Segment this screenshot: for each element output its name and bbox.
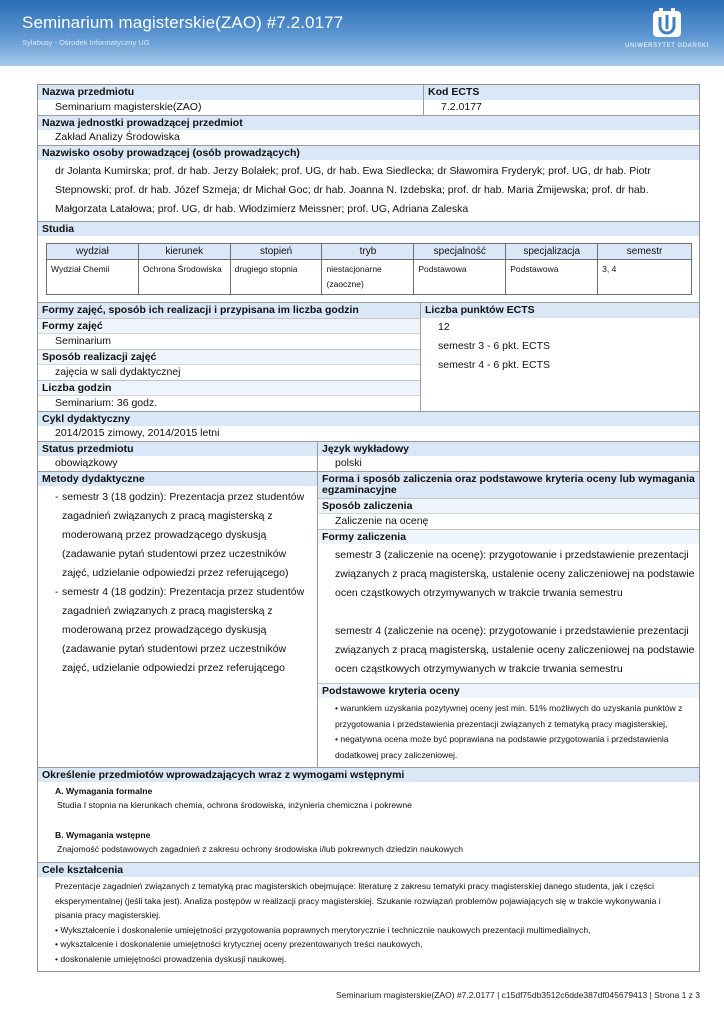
assessment-forms-label: Formy zaliczenia	[318, 529, 699, 544]
class-forms-value: Seminarium	[38, 333, 420, 349]
course-name-cell	[38, 85, 423, 115]
studies-cell: 3, 4	[598, 260, 692, 295]
studies-col-header: wydział	[47, 244, 139, 260]
syllabus-document	[37, 84, 700, 972]
studies-cell: Ochrona Środowiska	[138, 260, 230, 295]
studies-col-header: specjalność	[414, 244, 506, 260]
methods-list	[38, 486, 317, 682]
methods-item: - semestr 4 (18 godzin): Prezentacja przez studentów zagadnień związanych z pracą magisterską z moderowaną przez prowadzącego dyskusją (zadawanie pytań studentowi przez uczestników zajęć, udzielanie odpowiedzi przez referującego	[55, 583, 313, 678]
assessment-method-label: Sposób zaliczenia	[318, 498, 699, 513]
status-label: Status przedmiotu	[38, 441, 317, 456]
assessment-forms-item: semestr 3 (zaliczenie na ocenę): przygotowanie i przedstawienie prezentacji związanych z pracą magisterską, ustalenie oceny zaliczeniowej na podstawie ocen cząstkowych otrzymywanych w trakcie trwania semestru	[335, 549, 695, 599]
studies-col-header: specjalizacja	[506, 244, 598, 260]
methods-label: Metody dydaktyczne	[38, 471, 317, 486]
studies-col-header: semestr	[598, 244, 692, 260]
initial-requirements-value: Znajomość podstawowych zagadnień z zakresu ochrony środowiska i/lub pokrewnych dziedzin naukowych	[57, 844, 464, 854]
ects-points-sem4: semestr 4 - 6 pkt. ECTS	[438, 359, 551, 371]
criteria-item: • negatywna ocena może być poprawiana na podstawie przygotowania i przedstawienia dodatkowej pracy zaliczeniowej.	[335, 734, 669, 760]
forms-ects-row	[38, 302, 699, 411]
studies-header-row	[47, 244, 692, 260]
ects-code-label: Kod ECTS	[424, 85, 699, 100]
university-name: UNIWERSYTET GDAŃSKI	[625, 43, 709, 49]
cycle-value: 2014/2015 zimowy, 2014/2015 letni	[55, 427, 220, 439]
status-language-row	[38, 441, 699, 471]
assessment-forms-item: semestr 4 (zaliczenie na ocenę): przygotowanie i przedstawienie prezentacji związanych z pracą magisterską, ustalenie oceny zaliczeniowej na podstawie ocen cząstkowych otrzymywanych w trakcie trwania semestru	[335, 625, 695, 675]
unit-value: Zakład Analizy Środowiska	[55, 131, 180, 143]
page-header	[0, 0, 724, 66]
forms-cell	[38, 303, 420, 411]
lecturers-label: Nazwisko osoby prowadzącej (osób prowadzących)	[38, 145, 699, 160]
criteria-list	[318, 698, 699, 767]
methods-assessment-row	[38, 471, 699, 767]
objectives-item: • doskonalenie umiejętności prowadzenia dyskusji naukowej.	[55, 953, 287, 964]
objectives-list	[38, 877, 699, 971]
formal-requirements-value: Studia I stopnia na kierunkach chemia, ochrona środowiska, inżynieria chemiczna i pokrewne	[57, 800, 412, 810]
criteria-label: Podstawowe kryteria oceny	[318, 683, 699, 698]
course-name-row	[38, 85, 699, 115]
studies-label: Studia	[38, 221, 699, 236]
class-forms-label: Formy zajęć	[38, 318, 420, 333]
formal-requirements-label: A. Wymagania formalne	[55, 786, 153, 796]
studies-cell: Wydział Chemii	[47, 260, 139, 295]
methods-item: - semestr 3 (18 godzin): Prezentacja przez studentów zagadnień związanych z pracą magisterską z moderowaną przez prowadzącego dyskusją (zadawanie pytań studentowi przez uczestników zajęć, udzielanie odpowiedzi przez referującego)	[55, 488, 313, 583]
criteria-item: • warunkiem uzyskania pozytywnej oceny jest min. 51% możliwych do uzyskania punktów z przygotowania i przedstawienia prezentacji związanych z tematyką pracy magisterskiej,	[335, 703, 683, 729]
methods-cell	[38, 471, 317, 767]
hours-value: Seminarium: 36 godz.	[38, 395, 420, 411]
assessment-forms-list	[318, 544, 699, 683]
studies-cell: drugiego stopnia	[230, 260, 322, 295]
ects-points-total: 12	[438, 321, 450, 333]
status-value: obowiązkowy	[55, 457, 118, 469]
delivery-mode-value: zajęcia w sali dydaktycznej	[38, 364, 420, 380]
lecturers-value: dr Jolanta Kumirska; prof. dr hab. Jerzy Bolałek; prof. UG, dr hab. Ewa Siedlecka; dr Sławomira Fryderyk; prof. UG, dr hab. Piotr Stepnowski; prof. dr hab. Józef Szmeja; dr Michał Goc; dr hab. Joanna N. Izdebska; prof. dr hab. Maria Żmijewska; prof. dr hab. Małgorzata Latałowa; prof. UG, dr hab. Włodzimierz Meissner; prof. UG, Adriana Zaleska	[55, 165, 651, 215]
assessment-label: Forma i sposób zaliczenia oraz podstawowe kryteria oceny lub wymagania egzaminacyjne	[318, 471, 699, 498]
studies-col-header: kierunek	[138, 244, 230, 260]
language-label: Język wykładowy	[318, 441, 699, 456]
status-cell	[38, 441, 317, 471]
ects-points-cell	[420, 303, 699, 411]
objectives-item: Prezentacje zagadnień związanych z tematyką prac magisterskich obejmujące: literaturę z zakresu tematyki pracy magisterskiej danego studenta, jak i części eksperymentalnej (jeśli taka jest). Analiza postępów w realizacji pracy magisterskiej. Szukanie rozwiązań problemów pojawiających się w trakcie wykonywania i pisania pracy magisterskiej.	[55, 881, 661, 921]
studies-col-header: stopień	[230, 244, 322, 260]
objectives-item: • wykształcenie i doskonalenie umiejętności krytycznej oceny prezentowanych treści naukowych,	[55, 939, 423, 950]
ects-points-label: Liczba punktów ECTS	[421, 303, 699, 318]
objectives-label: Cele kształcenia	[38, 862, 699, 877]
studies-col-header: tryb	[322, 244, 414, 260]
prerequisites-content	[38, 782, 699, 862]
studies-cell: Podstawowa	[506, 260, 598, 295]
studies-cell: Podstawowa	[414, 260, 506, 295]
prerequisites-label: Określenie przedmiotów wprowadzających wraz z wymogami wstępnymi	[38, 767, 699, 782]
ects-code-cell	[423, 85, 699, 115]
university-emblem-icon	[652, 6, 682, 38]
course-name-value: Seminarium magisterskie(ZAO)	[55, 101, 202, 113]
ects-points-sem3: semestr 3 - 6 pkt. ECTS	[438, 340, 551, 352]
studies-data-row	[47, 260, 692, 295]
hours-label: Liczba godzin	[38, 380, 420, 395]
ects-code-value: 7.2.0177	[441, 101, 482, 113]
cycle-label: Cykl dydaktyczny	[38, 411, 699, 426]
objectives-item: • Wykształcenie i doskonalenie umiejętności przygotowania poprawnych merytorycznie i technicznie naukowych prezentacji multimedialnych,	[55, 924, 591, 935]
document-title: Seminarium magisterskie(ZAO) #7.2.0177	[22, 13, 344, 32]
unit-label: Nazwa jednostki prowadzącej przedmiot	[38, 115, 699, 130]
studies-cell: niestacjonarne (zaoczne)	[322, 260, 414, 295]
university-logo	[624, 6, 710, 56]
initial-requirements-label: B. Wymagania wstępne	[55, 830, 151, 840]
assessment-method-value: Zaliczenie na ocenę	[318, 513, 699, 529]
studies-table	[46, 243, 692, 295]
language-value: polski	[335, 457, 362, 469]
page-footer: Seminarium magisterskie(ZAO) #7.2.0177 | c15df75db3512c6dde387df045679413 | Strona 1 z 3	[335, 990, 700, 1000]
course-name-label: Nazwa przedmiotu	[38, 85, 423, 100]
document-subtitle: Sylabusy - Ośrodek Informatyczny UG	[22, 38, 150, 47]
language-cell	[317, 441, 699, 471]
forms-label: Formy zajęć, sposób ich realizacji i przypisana im liczba godzin	[38, 303, 420, 318]
delivery-mode-label: Sposób realizacji zajęć	[38, 349, 420, 364]
assessment-cell	[317, 471, 699, 767]
